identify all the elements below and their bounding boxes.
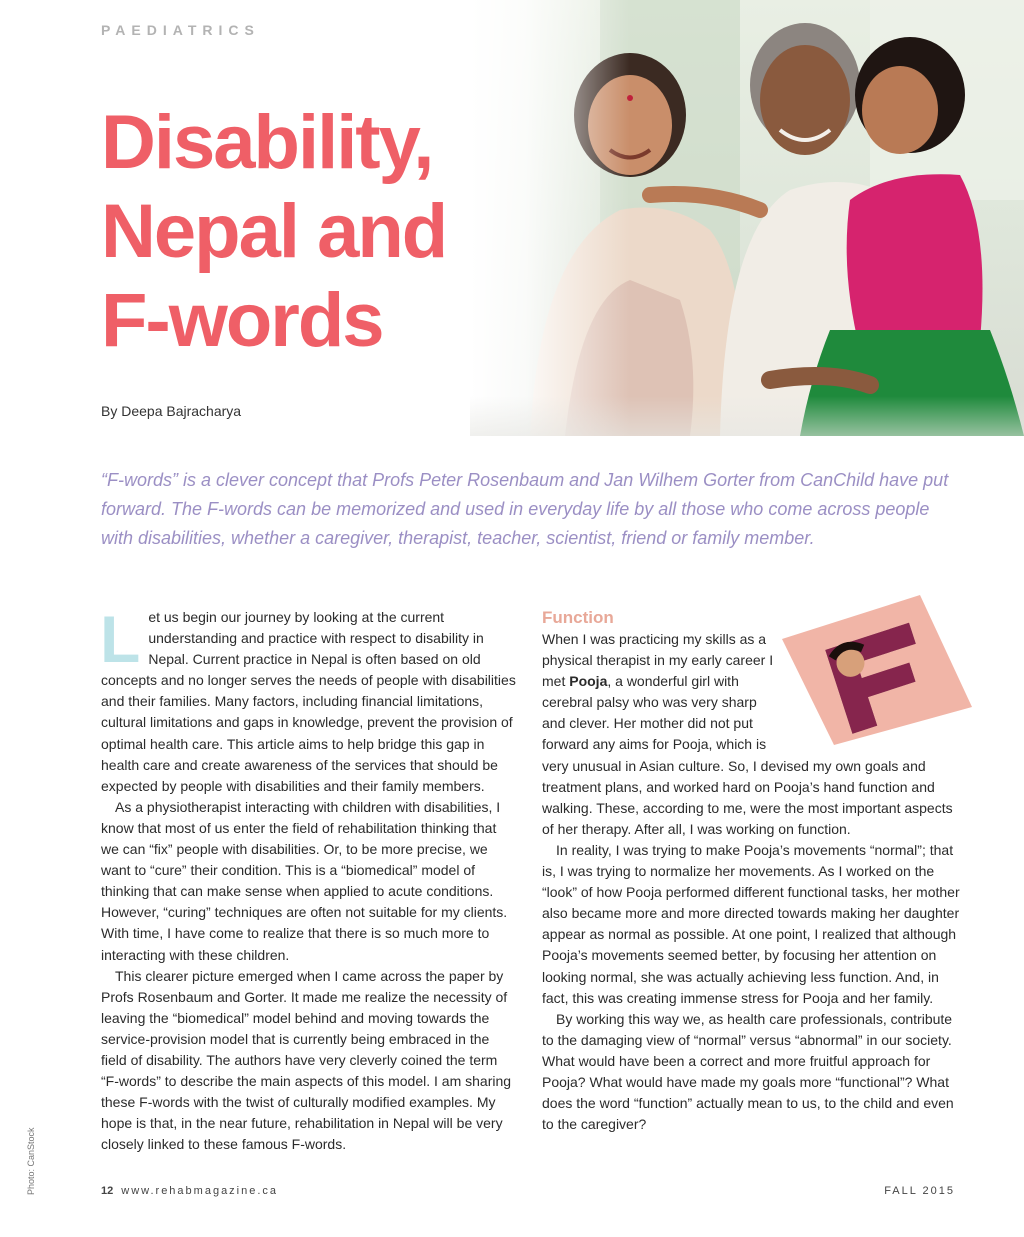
website-link[interactable]: www.rehabmagazine.ca [121,1185,279,1197]
paragraph-1 [100,602,516,797]
photo-credit: Photo: CanStock [26,1127,36,1195]
title-line-3: F-words [101,278,383,363]
hero-family-photo [470,0,1024,436]
title-line-1: Disability, [101,100,433,185]
page-number: 12 [101,1185,114,1197]
subhead-function: Function [542,608,614,627]
paragraph-5: In reality, I was trying to make Pooja’s movements “normal”; that is, I was trying to normalize her movements. As I worked on the “look” of how Pooja performed different functional tasks, her mother also became more and more directed towards making her daughter appear as normal as possible. At one point, I realized that although Pooja’s movements seemed better, by focusing her attention on looking normal, she was actually achieving less function. And, in fact, this was creating immense stress for Pooja and her family. [542,841,960,1006]
title-line-2: Nepal and [101,189,447,274]
paragraph-3: This clearer picture emerged when I came across the paper by Profs Rosenbaum and Gorter. It made me realize the necessity of leaving the “biomedical” model behind and moving towards the service-provision model that is currently being embraced in the field of disability. The authors have very cleverly coined the term “F-words” to describe the main aspects of this model. I am sharing these F-words with the twist of culturally modified examples. My hope is that, in the near future, rehabilitation in Nepal will be very closely linked to these famous F-words. [101,967,512,1153]
intro-standfirst: “F-words” is a clever concept that Profs Peter Rosenbaum and Jan Wilhem Gorter from CanChild have put forward. The F-words can be memorized and used in everyday life by all those who come across people with disabilities, whether a caregiver, therapist, teacher, scientist, friend or family member. [101,470,949,548]
paragraph-2: As a physiotherapist interacting with children with disabilities, I know that most of us enter the field of rehabilitation thinking that we can “fix” people with disabilities. Or, to be more precise, we want to “cure” their condition. This is a “biomedical” model of thinking that can make sense when applied to acute conditions. However, “curing” techniques are often not suitable for my clients. With time, I have come to realize that there is so much more to interacting with these children. [101,798,508,963]
article-title [101,98,446,365]
section-label: PAEDIATRICS [101,22,260,38]
paragraph-4-text-b: , a wonderful girl with cerebral palsy who was very sharp and clever. Her mother did not put forward any aims for Pooja, which is very unusual in Asian culture. So, I devised my own goals and treatment plans, and worked hard on Pooja’s hand function and walking. These, according to me, were the most important aspects of her therapy. After all, I was working on function. [542,673,953,837]
left-column [100,602,516,1155]
footer-left [101,1185,278,1197]
pooja-name: Pooja [569,673,608,690]
paragraph-4-text-a: When I was practicing my skills as a physical therapist in my early career I met [542,631,774,690]
paragraph-1-text: et us begin our journey by looking at the current understanding and practice with respect to disability in Nepal. Current practice in Nepal is often based on old concepts and no longer serves the needs of people with disabilities and their families. Many factors, including financial limitations, cultural limitations and gaps in knowledge, prevent the provision of optimal health care. This article aims to help bridge this gap in health care and create awareness of the services that should be expected by people with disabilities and their family members. [101,609,516,794]
issue-label: FALL 2015 [884,1185,955,1197]
dropcap: L [100,602,141,676]
right-column [542,607,962,1135]
paragraph-6: By working this way we, as health care professionals, contribute to the damaging view of “normal” versus “abnormal” in our society. What would have been a correct and more fruitful approach for Pooja? What would have made my goals more “functional”? What does the word “function” actually mean to us, to the child and even to the caregiver? [542,1010,954,1133]
f-letter-badge [782,595,972,745]
byline: By Deepa Bajracharya [101,403,242,419]
